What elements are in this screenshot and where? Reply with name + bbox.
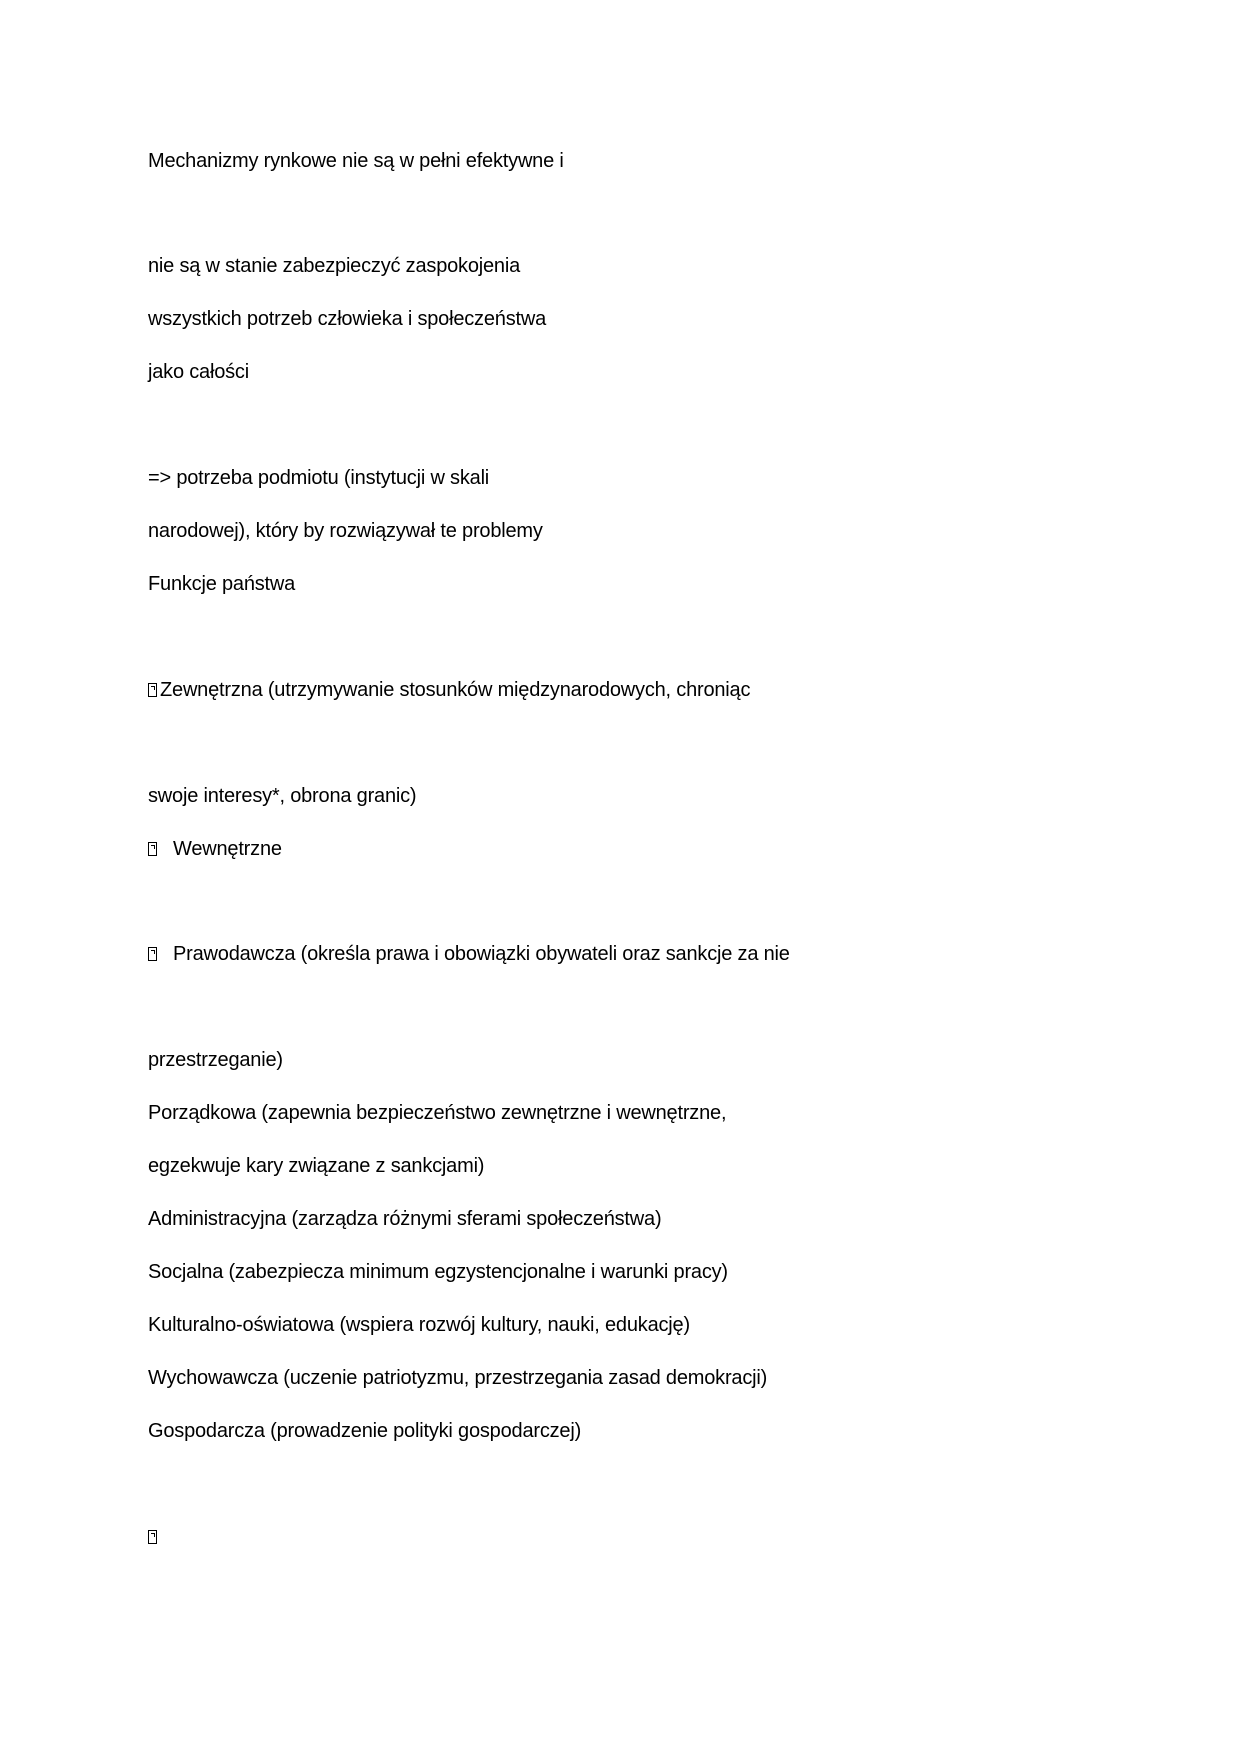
text-line: Kulturalno-oświatowa (wspiera rozwój kultury, nauki, edukację): [148, 1314, 690, 1336]
text-line: Wychowawcza (uczenie patriotyzmu, przestrzegania zasad demokracji): [148, 1367, 768, 1389]
text-line: => potrzeba podmiotu (instytucji w skali: [148, 467, 490, 489]
text-line: Administracyjna (zarządza różnymi sferami społeczeństwa): [148, 1208, 662, 1230]
missing-glyph-icon: [148, 842, 157, 856]
text-line: nie są w stanie zabezpieczyć zaspokojenia: [148, 255, 521, 277]
bullet-item: [148, 1524, 160, 1550]
text-line: swoje interesy*, obrona granic): [148, 785, 417, 807]
text-line: jako całości: [148, 361, 249, 383]
missing-glyph-icon: [148, 683, 157, 697]
missing-glyph-icon: [148, 1530, 157, 1544]
text-line: egzekwuje kary związane z sankcjami): [148, 1155, 485, 1177]
bullet-item: Prawodawcza (określa prawa i obowiązki obywateli oraz sankcje za nie: [148, 941, 790, 967]
text-line: Porządkowa (zapewnia bezpieczeństwo zewnętrzne i wewnętrzne,: [148, 1102, 727, 1124]
bullet-item: Zewnętrzna (utrzymywanie stosunków międzynarodowych, chroniąc: [148, 677, 750, 703]
text-line: narodowej), który by rozwiązywał te problemy: [148, 520, 543, 542]
text-line: Socjalna (zabezpiecza minimum egzystencjonalne i warunki pracy): [148, 1261, 728, 1283]
text-line: Mechanizmy rynkowe nie są w pełni efektywne i: [148, 150, 564, 172]
section-heading: Funkcje państwa: [148, 573, 296, 595]
bullet-item: Wewnętrzne: [148, 836, 282, 862]
text-line: Gospodarcza (prowadzenie polityki gospodarczej): [148, 1420, 582, 1442]
missing-glyph-icon: [148, 947, 157, 961]
text-line: przestrzeganie): [148, 1049, 283, 1071]
text-line: wszystkich potrzeb człowieka i społeczeństwa: [148, 308, 547, 330]
